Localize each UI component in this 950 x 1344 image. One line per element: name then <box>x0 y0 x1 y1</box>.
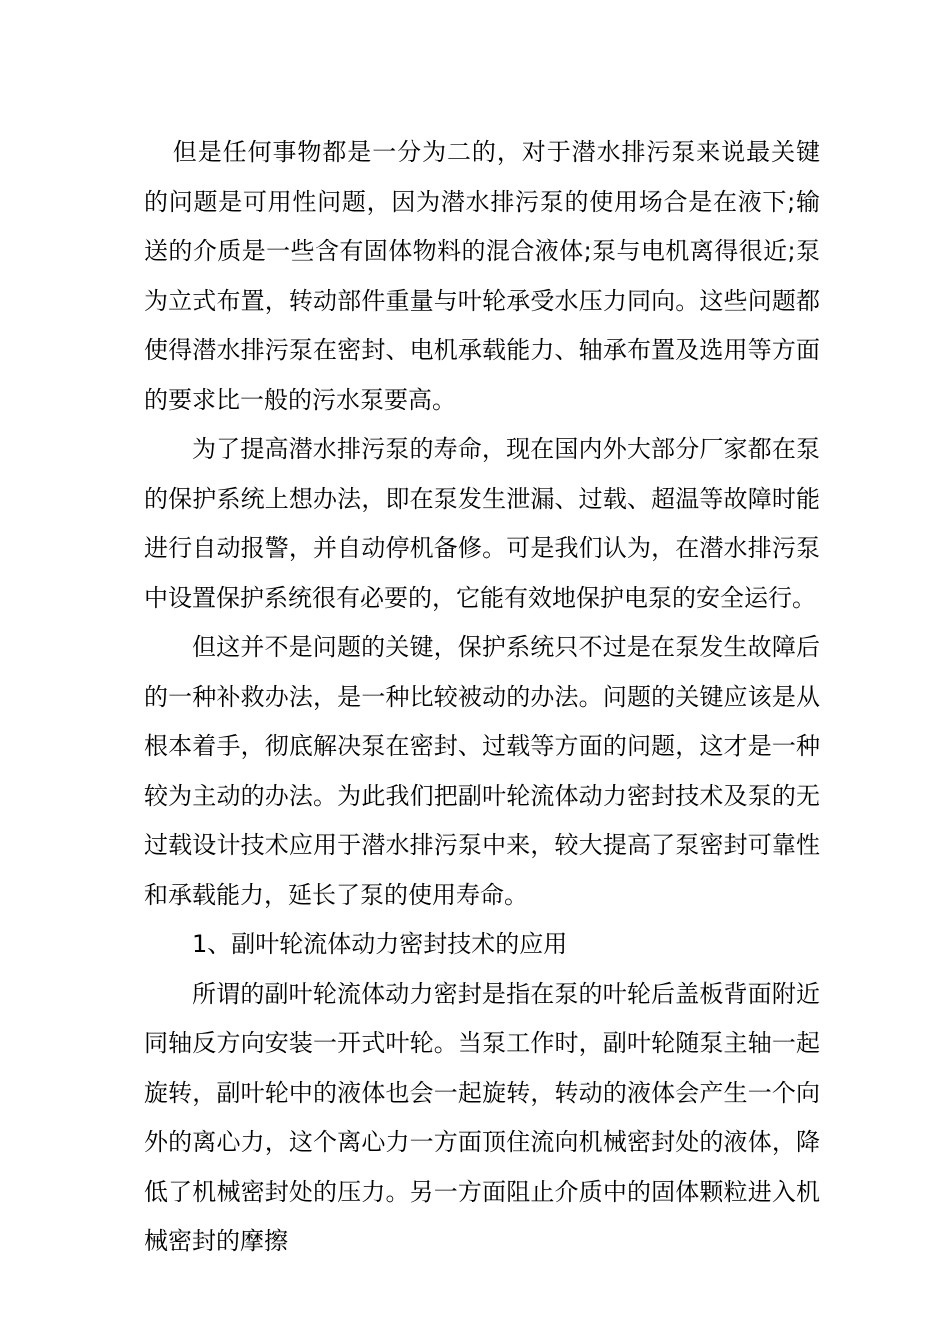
paragraph-protection-system: 为了提高潜水排污泵的寿命，现在国内外大部分厂家都在泵的保护系统上想办法，即在泵发生泄漏、过载、超温等故障时能进行自动报警，并自动停机备修。可是我们认为，在潜水排污泵中设置保护系统很有必要的，它能有效地保护电泵的安全运行。 <box>144 435 820 612</box>
paragraph-availability: 但是任何事物都是一分为二的，对于潜水排污泵来说最关键的问题是可用性问题，因为潜水排污泵的使用场合是在液下;输送的介质是一些含有固体物料的混合液体;泵与电机离得很近;泵为立式布置，转动部件重量与叶轮承受水压力同向。这些问题都使得潜水排污泵在密封、电机承载能力、轴承布置及选用等方面的要求比一般的污水泵要高。 <box>144 138 820 414</box>
paragraph-auxiliary-impeller: 所谓的副叶轮流体动力密封是指在泵的叶轮后盖板背面附近同轴反方向安装一开式叶轮。当泵工作时，副叶轮随泵主轴一起旋转，副叶轮中的液体也会一起旋转，转动的液体会产生一个向外的离心力，这个离心力一方面顶住流向机械密封处的液体，降低了机械密封处的压力。另一方面阻止介质中的固体颗粒进入机械密封的摩擦 <box>144 979 820 1255</box>
paragraph-key-problem: 但这并不是问题的关键，保护系统只不过是在泵发生故障后的一种补救办法，是一种比较被动的办法。问题的关键应该是从根本着手，彻底解决泵在密封、过载等方面的问题，这才是一种较为主动的办法。为此我们把副叶轮流体动力密封技术及泵的无过载设计技术应用于潜水排污泵中来，较大提高了泵密封可靠性和承载能力，延长了泵的使用寿命。 <box>144 633 820 909</box>
section-heading: 1、副叶轮流体动力密封技术的应用 <box>192 930 568 958</box>
document-page <box>144 128 820 1267</box>
